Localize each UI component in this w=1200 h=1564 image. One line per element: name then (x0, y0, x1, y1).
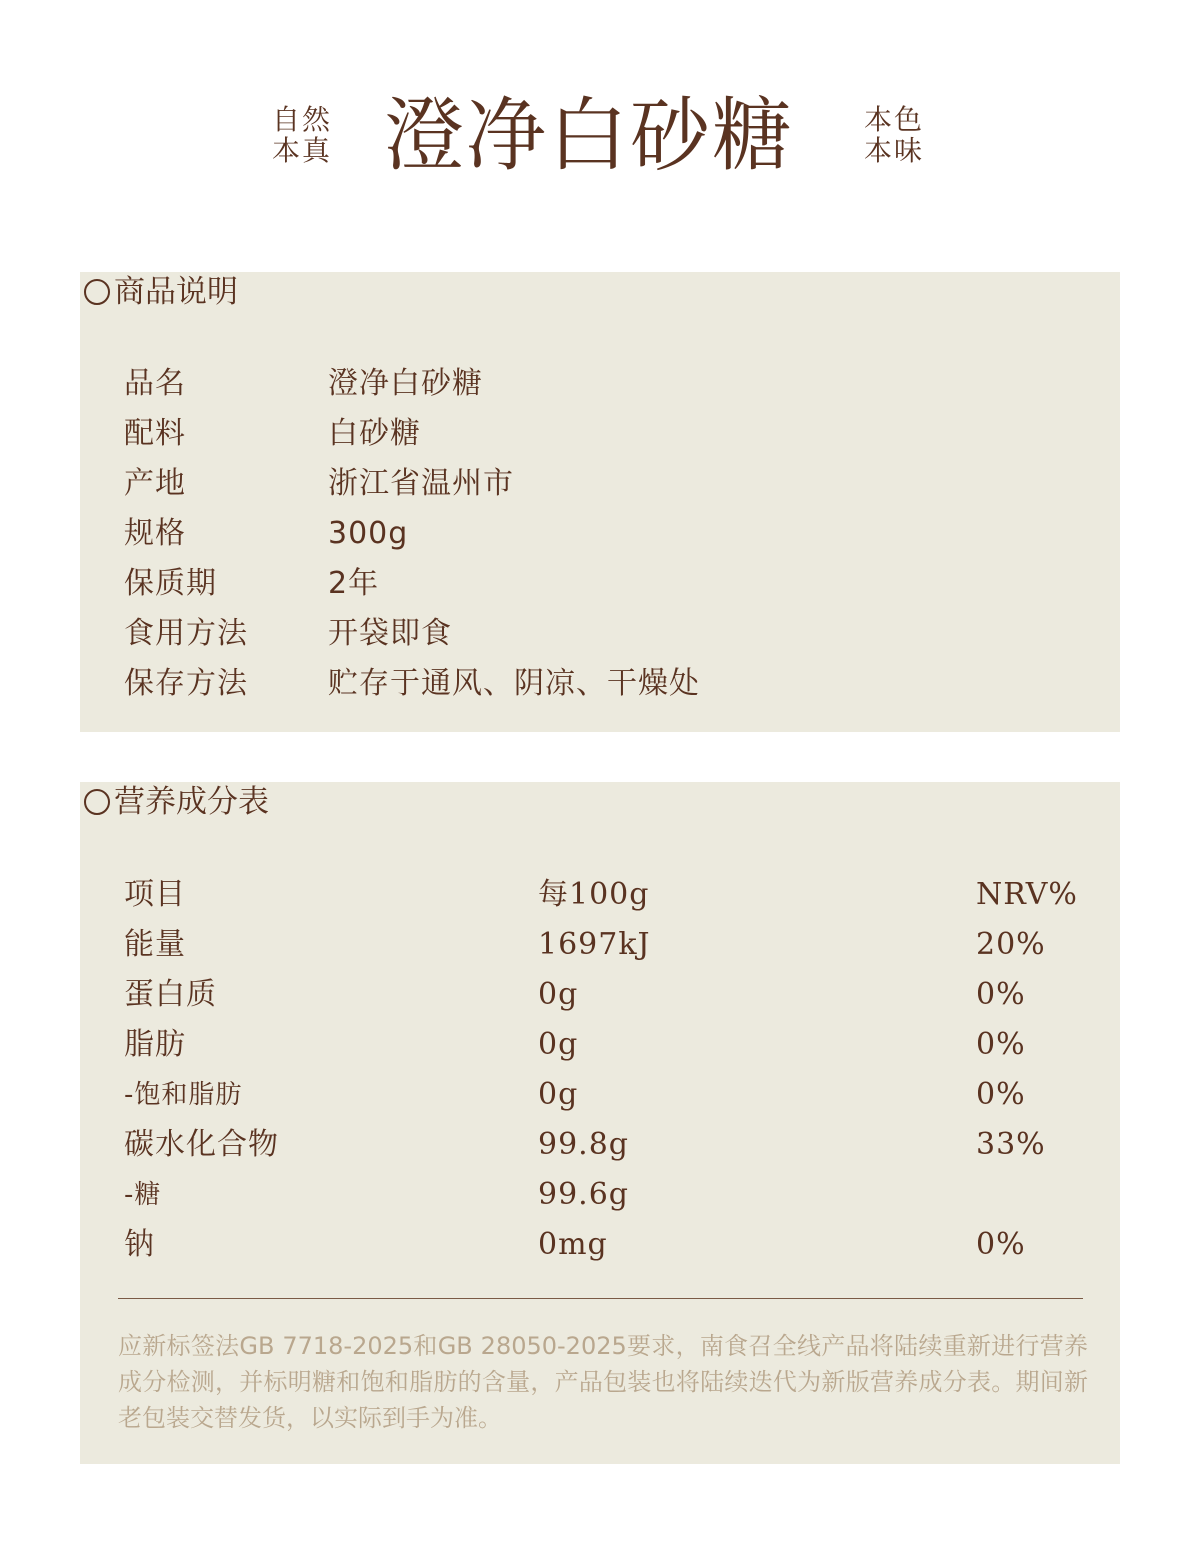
nutrition-section-title (84, 782, 269, 822)
product-info-panel (80, 272, 1120, 732)
info-label: 品名 (124, 366, 186, 401)
nutrient-name: 钠 (124, 1227, 155, 1262)
nutrition-header-per100g: 每100g (538, 877, 650, 912)
info-value: 贮存于通风、阴凉、干燥处 (328, 666, 700, 701)
slogan-right-line-1: 本色 (864, 103, 925, 136)
nutrient-amount: 0g (538, 1077, 579, 1112)
nutrition-row-carbohydrate (124, 1120, 1094, 1170)
nutrient-name: 脂肪 (124, 1027, 186, 1062)
nutrition-row-sugar (124, 1170, 1094, 1220)
info-value: 浙江省温州市 (328, 466, 514, 501)
nutrient-amount: 99.6g (538, 1177, 630, 1212)
nutrition-divider (118, 1298, 1083, 1299)
slogan-left (272, 104, 332, 166)
nutrient-nrv: 0% (976, 1227, 1026, 1262)
nutrition-row-protein (124, 970, 1094, 1020)
info-label: 规格 (124, 516, 186, 551)
nutrition-header-row (124, 870, 1094, 920)
nutrient-nrv: 0% (976, 1077, 1026, 1112)
slogan-left-line-2: 本真 (272, 134, 333, 167)
info-label: 保质期 (124, 566, 217, 601)
nutrition-row-energy (124, 920, 1094, 970)
nutrition-panel (80, 782, 1120, 1464)
info-value: 300g (328, 516, 409, 551)
info-value: 澄净白砂糖 (328, 366, 483, 401)
info-value: 开袋即食 (328, 616, 452, 651)
nutrition-header-item: 项目 (124, 877, 186, 912)
slogan-left-line-1: 自然 (272, 103, 333, 136)
nutrition-title-text: 营养成分表 (114, 784, 269, 820)
product-info-title-text: 商品说明 (114, 274, 238, 310)
info-value: 白砂糖 (328, 416, 421, 451)
nutrient-nrv: 20% (976, 927, 1046, 962)
info-label: 配料 (124, 416, 186, 451)
info-value: 2年 (328, 566, 380, 601)
nutrient-amount: 0g (538, 977, 579, 1012)
nutrient-name: 碳水化合物 (124, 1127, 279, 1162)
info-label: 保存方法 (124, 666, 248, 701)
label-regulation-note: 应新标签法GB 7718-2025和GB 28050-2025要求，南食召全线产品将陆续重新进行营养成分检测，并标明糖和饱和脂肪的含量，产品包装也将陆续迭代为新版营养成分表。期间新老包装交替发货，以实际到手为准。 (118, 1332, 1088, 1432)
nutrient-amount: 1697kJ (538, 927, 651, 962)
product-info-section-title (84, 272, 238, 312)
nutrient-name: -饱和脂肪 (124, 1080, 243, 1110)
nutrient-name: 能量 (124, 927, 186, 962)
slogan-right (864, 104, 924, 166)
nutrition-row-saturated-fat (124, 1070, 1094, 1120)
slogan-right-line-2: 本味 (864, 134, 925, 167)
nutrient-nrv: 0% (976, 1027, 1026, 1062)
product-title: 澄净白砂糖 (384, 89, 794, 182)
circle-outline-icon (84, 279, 110, 305)
nutrition-row-fat (124, 1020, 1094, 1070)
nutrient-nrv: 0% (976, 977, 1026, 1012)
nutrient-amount: 99.8g (538, 1127, 630, 1162)
nutrient-name: -糖 (124, 1180, 162, 1210)
nutrition-header-nrv: NRV% (976, 877, 1078, 912)
nutrient-name: 蛋白质 (124, 977, 217, 1012)
info-label: 产地 (124, 466, 186, 501)
circle-outline-icon (84, 789, 110, 815)
nutrient-amount: 0mg (538, 1227, 608, 1262)
nutrient-amount: 0g (538, 1027, 579, 1062)
nutrition-row-sodium (124, 1220, 1094, 1270)
header (0, 0, 1200, 240)
info-label: 食用方法 (124, 616, 248, 651)
nutrient-nrv: 33% (976, 1127, 1046, 1162)
